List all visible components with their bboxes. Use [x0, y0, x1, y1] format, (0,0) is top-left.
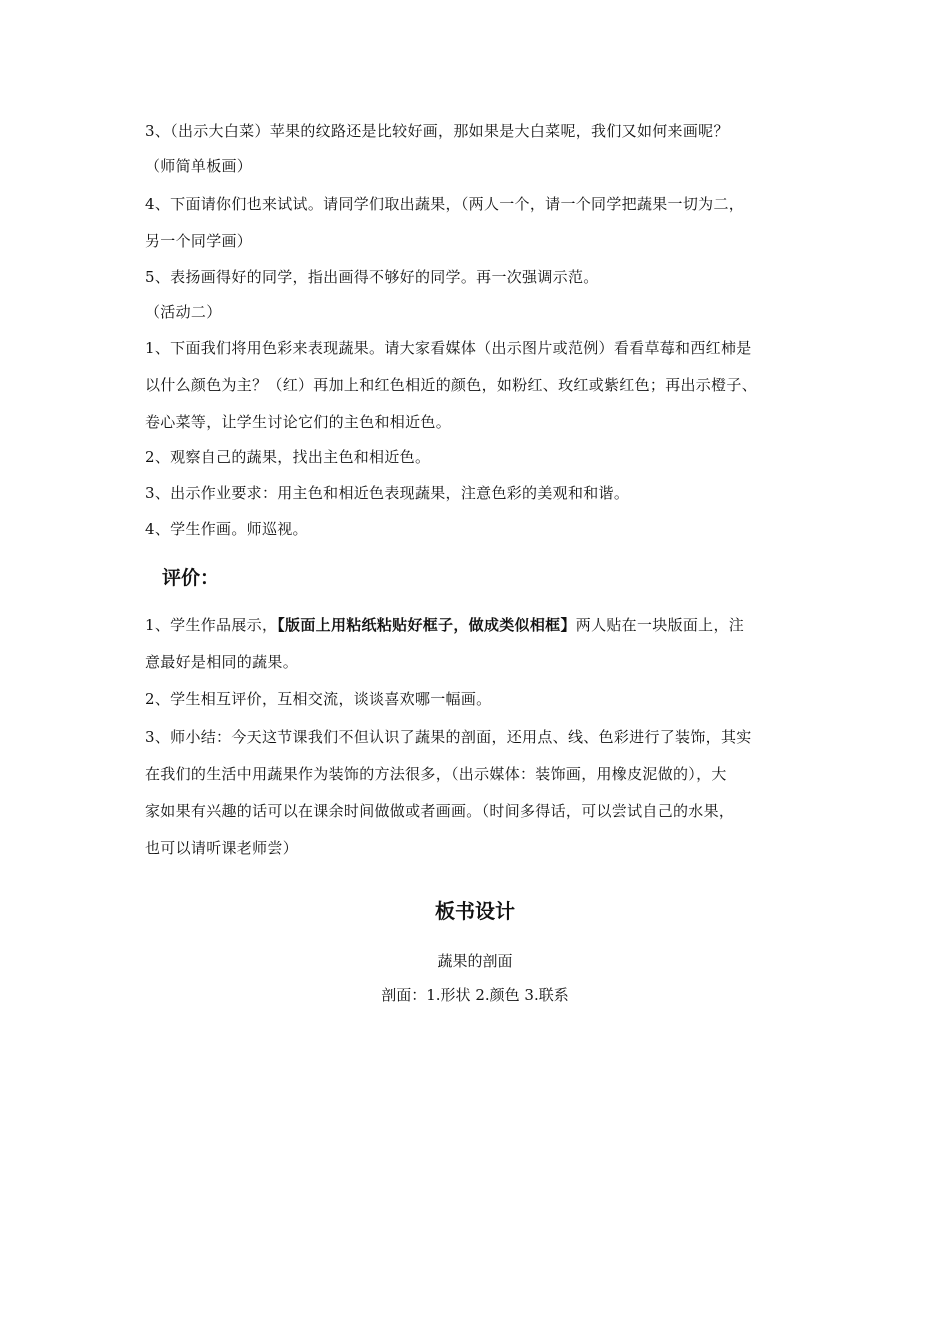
activity2-p1-line3: 卷心菜等，让学生讨论它们的主色和相近色。	[145, 413, 452, 431]
activity1-p4-line1: 4、下面请你们也来试试。请同学们取出蔬果，（两人一个，请一个同学把蔬果一切为二，	[145, 195, 745, 213]
evaluation-p3-line2: 在我们的生活中用蔬果作为装饰的方法很多，（出示媒体：装饰画，用橡皮泥做的），大	[145, 765, 727, 783]
evaluation-p3-line4: 也可以请听课老师尝）	[145, 839, 299, 857]
activity2-p1-line2: 以什么颜色为主？（红）再加上和红色相近的颜色，如粉红、玫红或紫红色；再出示橙子、	[145, 376, 758, 394]
activity2-p1-line1: 1、下面我们将用色彩来表现蔬果。请大家看媒体（出示图片或范例）看看草莓和西红柿是	[145, 339, 752, 357]
evaluation-p3-line3: 家如果有兴趣的话可以在课余时间做做或者画画。（时间多得话，可以尝试自己的水果，	[145, 802, 735, 820]
activity2-p4-line1: 4、学生作画。师巡视。	[145, 520, 308, 538]
evaluation-heading: 评价：	[162, 567, 220, 589]
evaluation-p2-line1: 2、学生相互评价，互相交流，谈谈喜欢哪一幅画。	[145, 690, 492, 708]
board-subtitle: 蔬果的剖面	[437, 952, 513, 970]
board-title: 板书设计	[435, 899, 515, 923]
activity2-p3-line1: 3、出示作业要求：用主色和相近色表现蔬果，注意色彩的美观和和谐。	[145, 484, 630, 502]
evaluation-p1-line2: 意最好是相同的蔬果。	[145, 653, 299, 671]
activity1-p5-line1: 5、表扬画得好的同学，指出画得不够好的同学。再一次强调示范。	[145, 268, 599, 286]
evaluation-p1-text-a: 1、学生作品展示，	[145, 616, 278, 634]
evaluation-p1-text-b: 两人贴在一块版面上，注	[575, 616, 745, 634]
board-content: 剖面：1.形状 2.颜色 3.联系	[381, 986, 569, 1004]
activity2-p2-line1: 2、观察自己的蔬果，找出主色和相近色。	[145, 448, 431, 466]
evaluation-p3-line1: 3、师小结：今天这节课我们不但认识了蔬果的剖面，还用点、线、色彩进行了装饰，其实	[145, 728, 752, 746]
evaluation-p1-bold-text: 【版面上用粘纸粘贴好框子，做成类似相框】	[277, 616, 576, 634]
activity1-p3-line2: （师简单板画）	[145, 157, 253, 175]
activity1-p4-line2: 另一个同学画）	[145, 232, 253, 250]
activity2-title: （活动二）	[145, 303, 222, 321]
activity1-p3-line1: 3、（出示大白菜）苹果的纹路还是比较好画，那如果是大白菜呢，我们又如何来画呢？	[145, 122, 729, 140]
evaluation-p1-line1	[145, 615, 744, 635]
